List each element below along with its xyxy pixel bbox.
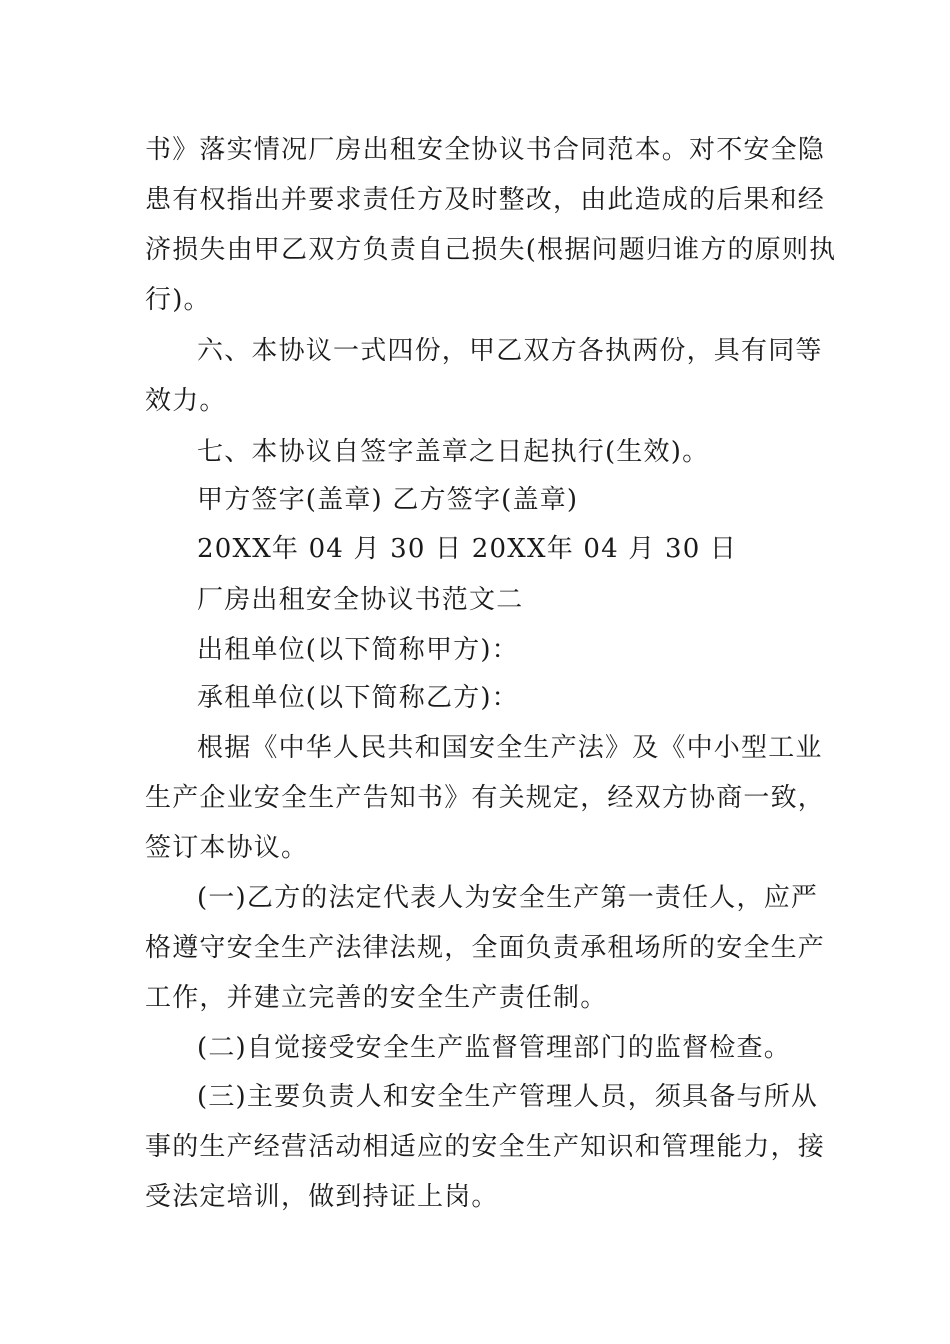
text-line: 受法定培训，做到持证上岗。	[145, 1182, 499, 1212]
text-line: (三)主要负责人和安全生产管理人员，须具备与所从	[197, 1082, 819, 1112]
text-line: 出租单位(以下简称甲方)：	[197, 635, 519, 665]
date-line: 20XX年 04 月 30 日 20XX年 04 月 30 日	[197, 534, 738, 564]
text-line: 行)。	[145, 285, 211, 315]
text-line: 济损失由甲乙双方负责自己损失(根据问题归谁方的原则执	[145, 235, 837, 265]
text-line: 签订本协议。	[145, 833, 309, 863]
text-line: 工作，并建立完善的安全生产责任制。	[145, 983, 608, 1013]
text-line: (一)乙方的法定代表人为安全生产第一责任人，应严	[197, 883, 819, 913]
text-line: (二)自觉接受安全生产监督管理部门的监督检查。	[197, 1033, 791, 1063]
signature-line: 甲方签字(盖章) 乙方签字(盖章)	[197, 485, 579, 515]
text-line: 承租单位(以下简称乙方)：	[197, 683, 519, 713]
text-line: 患有权指出并要求责任方及时整改，由此造成的后果和经	[145, 185, 826, 215]
text-line: 格遵守安全生产法律法规，全面负责承租场所的安全生产	[145, 933, 826, 963]
section-title: 厂房出租安全协议书范文二	[197, 585, 524, 615]
text-line: 根据《中华人民共和国安全生产法》及《中小型工业	[197, 733, 823, 763]
text-line: 七、本协议自签字盖章之日起执行(生效)。	[197, 437, 710, 467]
text-line: 六、本协议一式四份，甲乙双方各执两份，具有同等	[197, 336, 823, 366]
text-line: 效力。	[145, 386, 227, 416]
text-line: 书》落实情况厂房出租安全协议书合同范本。对不安全隐	[145, 135, 826, 165]
text-line: 生产企业安全生产告知书》有关规定，经双方协商一致，	[145, 783, 826, 813]
text-line: 事的生产经营活动相适应的安全生产知识和管理能力，接	[145, 1132, 826, 1162]
